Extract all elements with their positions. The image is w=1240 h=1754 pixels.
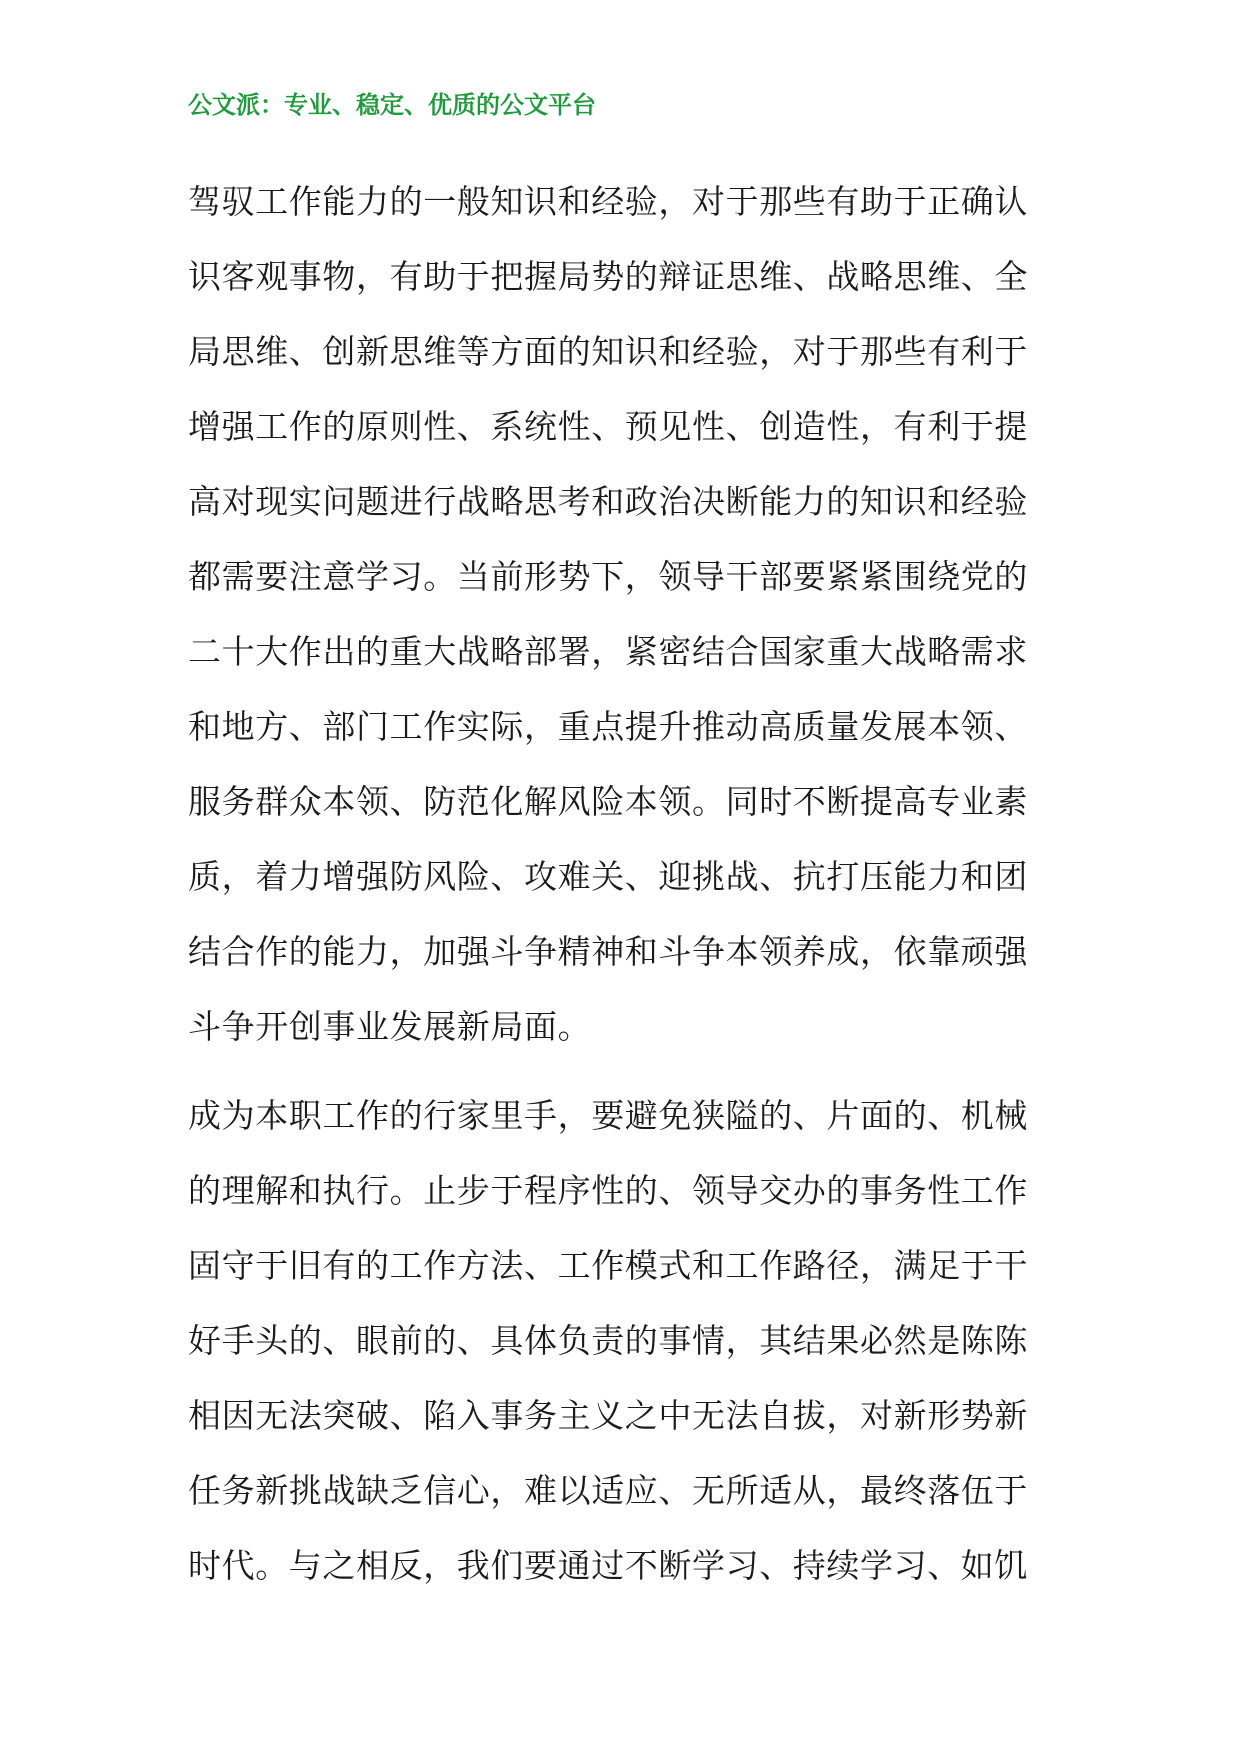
- text-line: 驾驭工作能力的一般知识和经验，对于那些有助于正确认: [188, 182, 1028, 221]
- text-line: 时代。与之相反，我们要通过不断学习、持续学习、如饥: [188, 1546, 1028, 1585]
- text-line: 质，着力增强防风险、攻难关、迎挑战、抗打压能力和团: [188, 857, 1028, 896]
- page-header: 公文派：专业、稳定、优质的公文平台: [188, 91, 596, 119]
- text-line: 高对现实问题进行战略思考和政治决断能力的知识和经验: [188, 482, 1028, 521]
- paragraph-2: [188, 1078, 1068, 1603]
- text-line: 的理解和执行。止步于程序性的、领导交办的事务性工作: [188, 1171, 1028, 1210]
- paragraph-1: [188, 164, 1068, 1064]
- text-line: 和地方、部门工作实际，重点提升推动高质量发展本领、: [188, 707, 1028, 746]
- text-line: 局思维、创新思维等方面的知识和经验，对于那些有利于: [188, 332, 1028, 371]
- text-line: 识客观事物，有助于把握局势的辩证思维、战略思维、全: [188, 257, 1028, 296]
- text-line: 任务新挑战缺乏信心，难以适应、无所适从，最终落伍于: [188, 1471, 1028, 1510]
- text-line: 成为本职工作的行家里手，要避免狭隘的、片面的、机械: [188, 1096, 1028, 1135]
- text-line: 固守于旧有的工作方法、工作模式和工作路径，满足于干: [188, 1246, 1028, 1285]
- text-line: 结合作的能力，加强斗争精神和斗争本领养成，依靠顽强: [188, 932, 1028, 971]
- text-line: 服务群众本领、防范化解风险本领。同时不断提高专业素: [188, 782, 1028, 821]
- text-line: 斗争开创事业发展新局面。: [188, 1007, 592, 1046]
- text-line: 二十大作出的重大战略部署，紧密结合国家重大战略需求: [188, 632, 1028, 671]
- text-line: 增强工作的原则性、系统性、预见性、创造性，有利于提: [188, 407, 1028, 446]
- text-line: 好手头的、眼前的、具体负责的事情，其结果必然是陈陈: [188, 1321, 1028, 1360]
- text-line: 相因无法突破、陷入事务主义之中无法自拔，对新形势新: [188, 1396, 1028, 1435]
- text-line: 都需要注意学习。当前形势下，领导干部要紧紧围绕党的: [188, 557, 1028, 596]
